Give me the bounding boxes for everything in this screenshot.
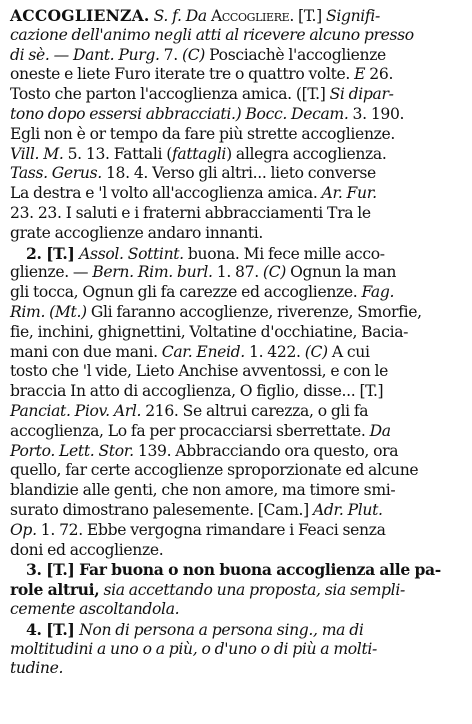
entry-text: grate accoglienze andaro innanti.	[10, 223, 263, 242]
entry-text: braccia In atto di accoglienza, O figlio, disse... [T.]	[10, 382, 384, 401]
entry-text: Vill. M.	[10, 144, 64, 163]
entry-text: blandizie alle genti, che non amore, ma timore smi-	[10, 481, 396, 500]
entry-text: 23. 23. I saluti e i fraterni abbracciamenti Tra le	[10, 203, 371, 222]
entry-line	[10, 46, 464, 66]
entry-text: 5. 13. Fattali (	[63, 144, 173, 163]
entry-text: 18. 4. Verso gli altri... lieto converse	[101, 164, 376, 183]
entry-text: 1. 87.	[212, 263, 263, 282]
entry-text: Signifi-	[326, 7, 380, 25]
entry-line	[10, 521, 464, 541]
entry-line	[10, 481, 464, 501]
entry-line	[10, 402, 464, 422]
entry-line	[10, 560, 464, 580]
entry-text: (C)	[304, 342, 328, 361]
entry-text: 3. [T.] Far buona o non buona accoglienza alle pa-	[26, 560, 441, 580]
entry-text: glienze. —	[10, 263, 93, 282]
entry-text: 7.	[159, 45, 182, 64]
entry-text: 139. Abbracciando ora questo, ora	[133, 441, 399, 460]
entry-text: Tosto che parton l'accoglienza amica. ([T.]	[10, 85, 330, 104]
entry-text: Porto. Lett. Stor.	[10, 441, 134, 460]
entry-text: fattagli	[172, 144, 227, 163]
dictionary-entry-accoglienza	[10, 6, 464, 679]
entry-line	[10, 244, 464, 264]
entry-text: (C)	[181, 45, 206, 64]
entry-text: tosto che 'l vide, Lieto Anchise avventossi, e con le	[10, 362, 389, 381]
entry-text: S. f.	[153, 7, 182, 25]
entry-text: moltitudini a uno o a più, o d'uno o di più a molti-	[10, 639, 377, 658]
entry-line	[10, 580, 464, 600]
entry-line	[10, 600, 464, 620]
entry-text: Adr. Plut.	[312, 500, 383, 519]
entry-text: accoglienza, Lo fa per procacciarsi sberrettate.	[10, 421, 370, 440]
entry-text: Ognun la man	[285, 263, 397, 282]
entry-line	[10, 263, 464, 283]
entry-text: Accogliere	[210, 7, 290, 25]
entry-text: Bern. Rim. burl.	[92, 263, 213, 282]
entry-text: 1. 72. Ebbe vergogna rimandare i Feaci senza	[36, 520, 386, 539]
entry-text: tudine.	[10, 659, 64, 678]
entry-line	[10, 541, 464, 561]
entry-text: Panciat. Piov. Arl.	[10, 401, 142, 420]
entry-line	[10, 125, 464, 145]
entry-line	[10, 659, 464, 679]
entry-text: Si dipar-	[329, 85, 394, 104]
entry-line	[10, 283, 464, 303]
entry-text: Op.	[10, 520, 37, 539]
entry-text: Gli faranno accoglienze, riverenze, Smorfie,	[86, 302, 422, 321]
entry-line	[10, 164, 464, 184]
entry-text: Tass. Gerus.	[10, 164, 102, 183]
entry-line	[10, 362, 464, 382]
entry-text: La destra e 'l volto all'accoglienza amica.	[10, 184, 322, 203]
entry-line	[10, 501, 464, 521]
headword: ACCOGLIENZA.	[10, 6, 150, 25]
entry-text: Posciachè l'accoglienze	[205, 45, 386, 64]
entry-line	[10, 323, 464, 343]
entry-line	[10, 6, 464, 26]
entry-text: buona. Mi fece mille acco-	[183, 244, 385, 263]
entry-text: E	[354, 65, 366, 84]
entry-text: surato dimostrano palesemente. [Cam.]	[10, 500, 313, 519]
entry-line	[10, 343, 464, 363]
entry-line	[10, 303, 464, 323]
entry-text: cazione dell'animo negli atti al ricevere alcuno presso	[10, 25, 414, 44]
entry-text: Rim. (Mt.)	[10, 302, 87, 321]
entry-line	[10, 422, 464, 442]
entry-text: . [T.]	[289, 7, 326, 25]
entry-text: Egli non è or tempo da fare più strette accoglienze.	[10, 124, 395, 143]
entry-text: fie, inchini, ghignettini, Voltatine d'occhiatine, Bacia-	[10, 322, 409, 341]
entry-line	[10, 461, 464, 481]
entry-text: di sè. — Dant. Purg.	[10, 45, 160, 64]
entry-text: A cui	[327, 342, 370, 361]
entry-line	[10, 224, 464, 244]
entry-text: Fag.	[361, 283, 395, 302]
entry-text: sia accettando una proposta, sia sempli-	[103, 581, 405, 600]
entry-text: doni ed accoglienze.	[10, 540, 164, 559]
entry-text: 1. 422.	[244, 342, 305, 361]
entry-text: Car. Eneid.	[161, 342, 245, 361]
entry-text: oneste e liete Furo iterate tre o quattro volte.	[10, 65, 355, 84]
entry-text: Non di persona a persona sing., ma di	[79, 620, 364, 639]
entry-text: Da	[369, 421, 391, 440]
entry-text: Da	[185, 7, 207, 25]
entry-text: ) allegra accoglienza.	[226, 144, 387, 163]
entry-line	[10, 442, 464, 462]
entry-text: 2. [T.]	[26, 243, 80, 263]
entry-line	[10, 26, 464, 46]
entry-text: 3. 190.	[348, 104, 405, 123]
entry-text: 216. Se altrui carezza, o gli fa	[141, 401, 369, 420]
entry-text: role altrui,	[10, 580, 100, 600]
entry-text: quello, far certe accoglienze sproporzionate ed alcune	[10, 461, 419, 480]
entry-line	[10, 85, 464, 105]
entry-text: 4. [T.]	[26, 619, 80, 639]
entry-text: Ar. Fur.	[321, 184, 377, 203]
entry-line	[10, 65, 464, 85]
entry-text: (C)	[262, 263, 286, 282]
entry-text: cemente ascoltandola.	[10, 599, 180, 618]
entry-line	[10, 105, 464, 125]
entry-line	[10, 382, 464, 402]
entry-text: Assol. Sottint.	[79, 244, 184, 263]
entry-line	[10, 620, 464, 640]
entry-text: mani con due mani.	[10, 342, 162, 361]
entry-line	[10, 184, 464, 204]
entry-text: tono dopo essersi abbracciati.) Bocc. Decam.	[10, 104, 349, 123]
entry-text: gli tocca, Ognun gli fa carezze ed accoglienze.	[10, 283, 362, 302]
entry-line	[10, 204, 464, 224]
entry-line	[10, 640, 464, 660]
entry-line	[10, 145, 464, 165]
entry-text: 26.	[365, 65, 394, 84]
